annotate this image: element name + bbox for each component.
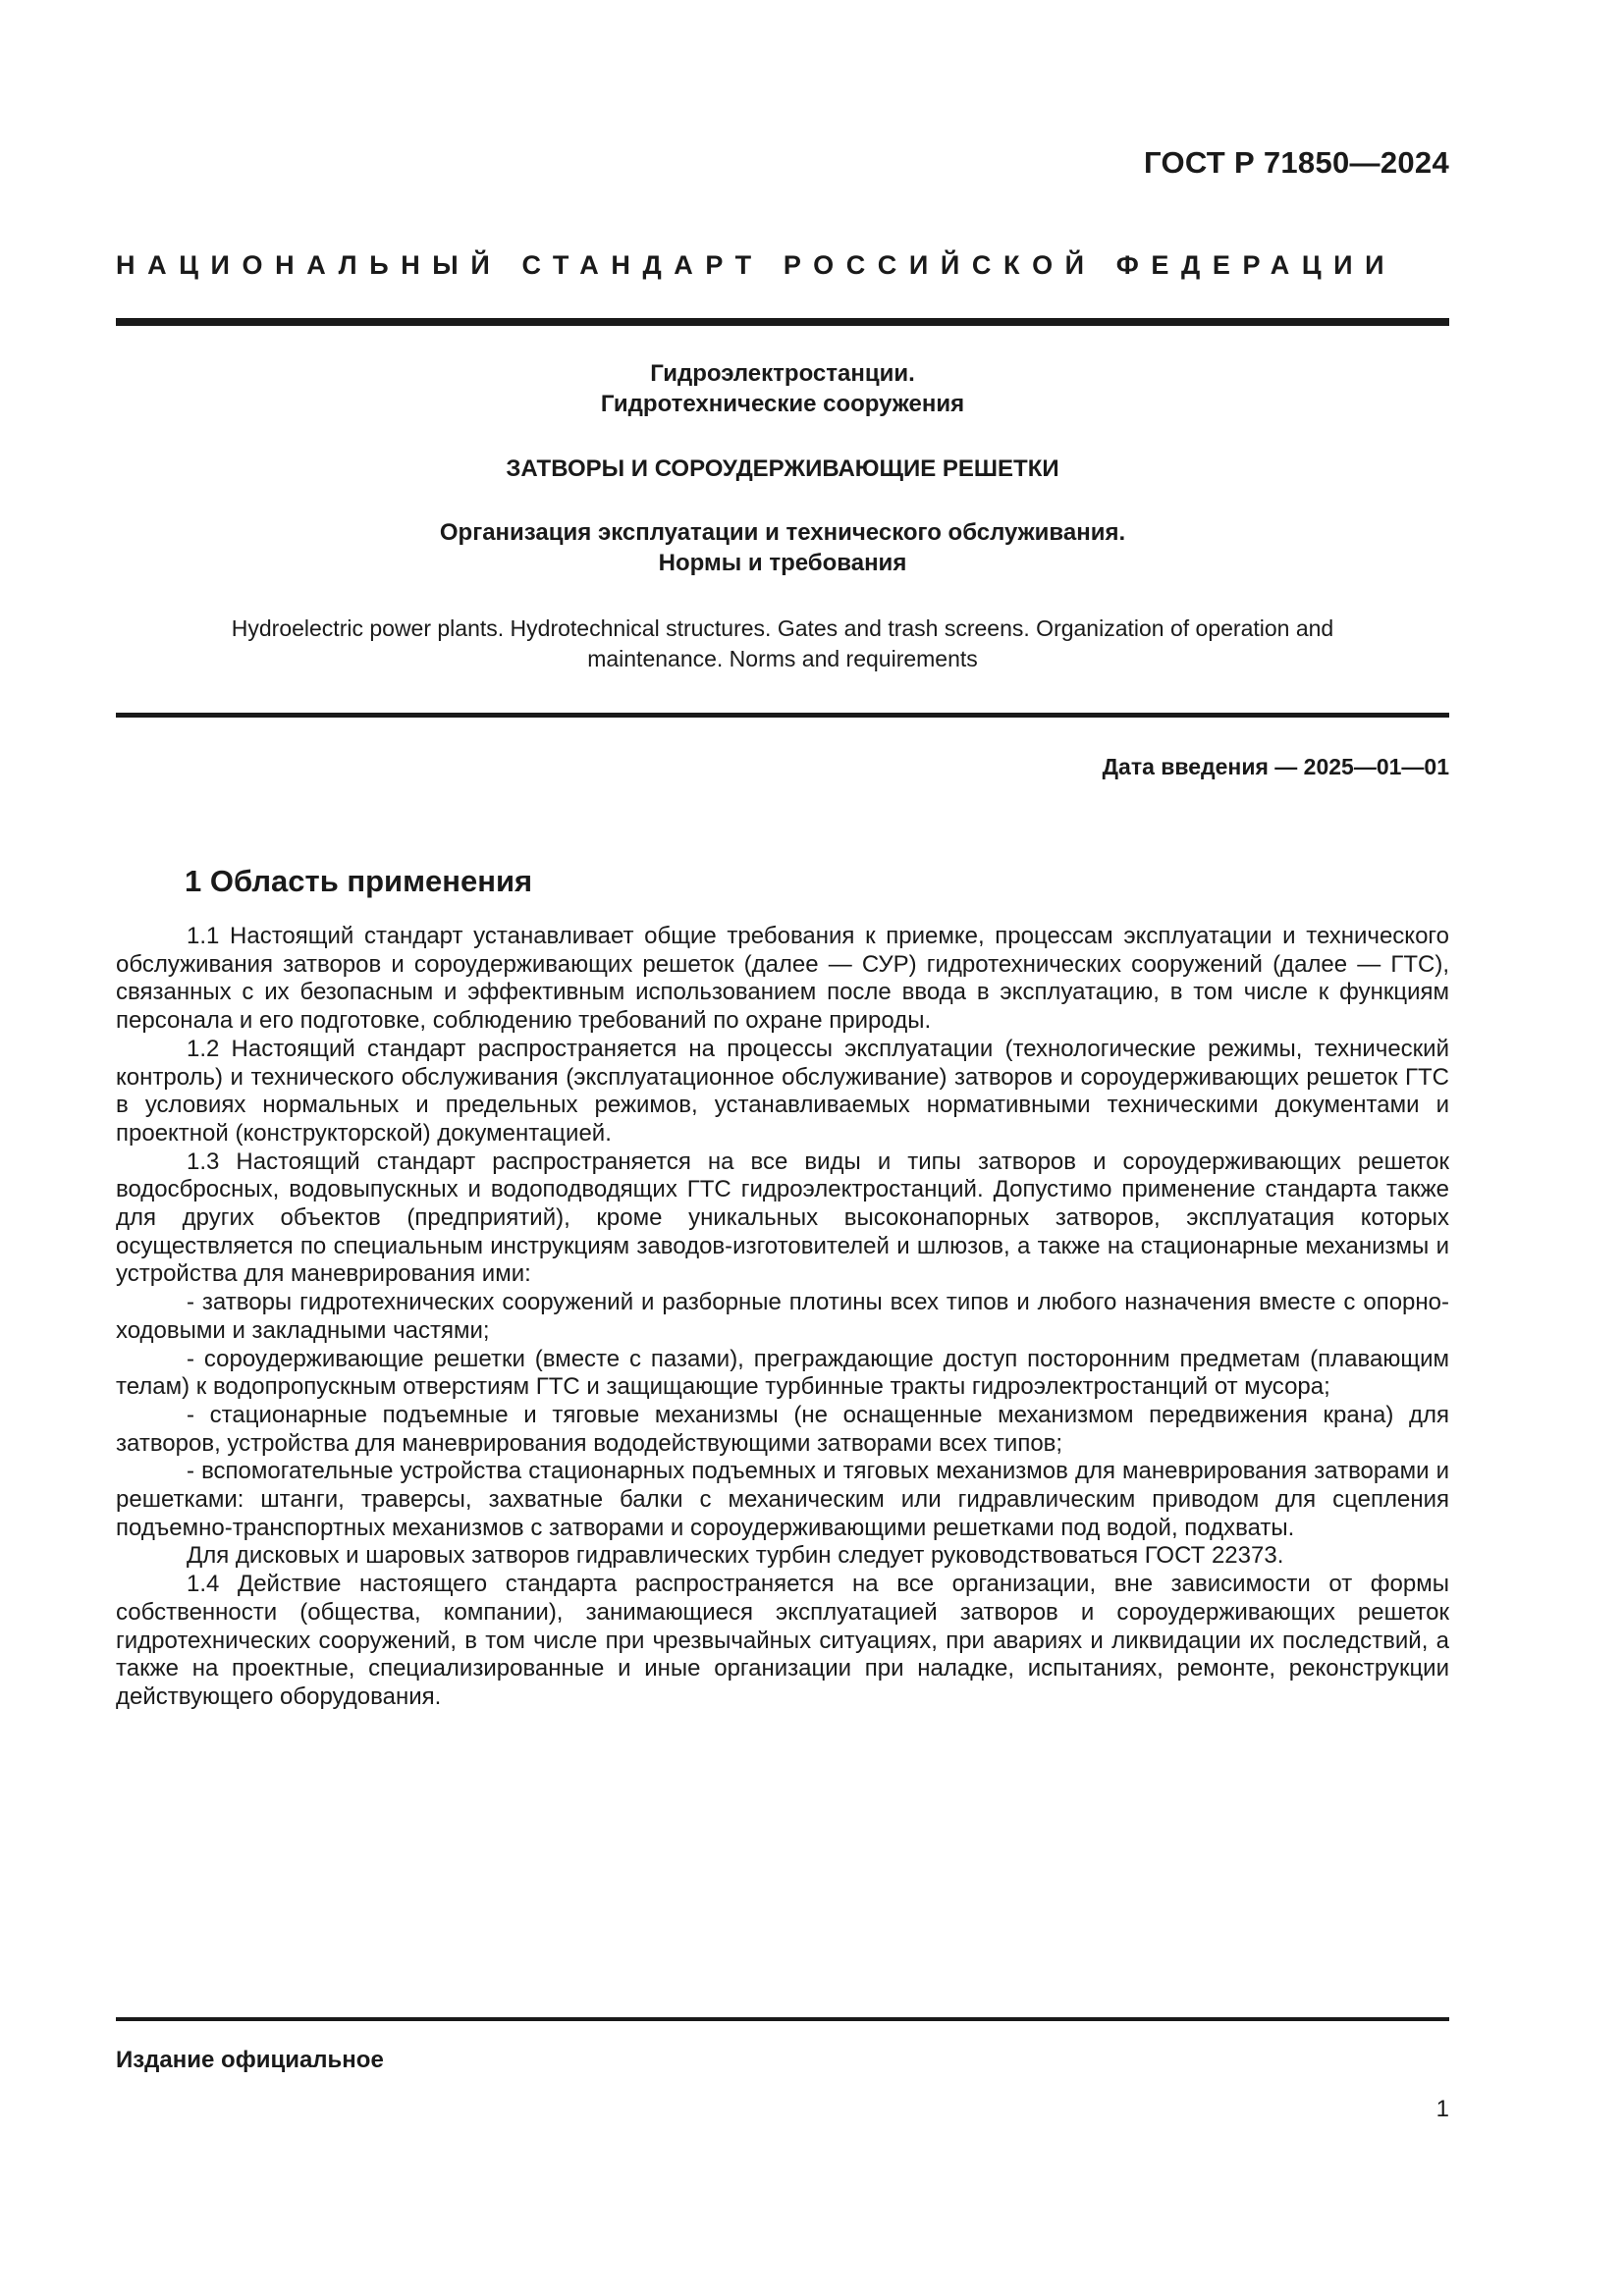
list-item-gates: - затворы гидротехнических сооружений и разборные плотины всех типов и любого назначения вместе с опорно-ходовыми и закладными частями; [116,1289,1449,1344]
subtitle-line-1: Гидроэлектростанции. [650,360,915,387]
section-body [116,923,1449,1712]
edition-label: Издание официальное [116,2047,384,2073]
list-item-auxiliary-devices: - вспомогательные устройства стационарных подъемных и тяговых механизмов для маневрирования затворами и решетками: штанги, траверсы, захватные балки с механическим или гидравлическим приводом для сцепления подъемно-транспортных механизмов с затворами и сороудерживающими решетками под водой, подхваты. [116,1458,1449,1541]
section-heading: 1 Область применения [185,864,533,898]
bottom-divider [116,2017,1449,2021]
document-page [116,0,1449,2296]
page-number: 1 [1435,2096,1449,2122]
main-title: ЗАТВОРЫ И СОРОУДЕРЖИВАЮЩИЕ РЕШЕТКИ [506,455,1059,482]
list-item-trash-screens: - сороудерживающие решетки (вместе с пазами), преграждающие доступ посторонним предметам (плавающим телам) к водопропускным отверстиям ГТС и защищающие турбинные тракты гидроэлектростанций от мусора; [116,1345,1449,1401]
secondary-title-block [116,517,1449,578]
top-divider [116,318,1449,326]
introduction-date: Дата введения — 2025—01—01 [1102,754,1449,779]
paragraph-1-2: 1.2 Настоящий стандарт распространяется на процессы эксплуатации (технологические режимы, технический контроль) и технического обслуживания (эксплуатационное обслуживание) затворов и сороудерживающих решеток ГТС в условиях нормальных и предельных режимов, устанавливаемых нормативными техническими документами и проектной (конструкторской) документацией. [116,1035,1449,1147]
subtitle-line-2: Гидротехнические сооружения [600,391,965,417]
national-standard-title: НАЦИОНАЛЬНЫЙ СТАНДАРТ РОССИЙСКОЙ ФЕДЕРАЦИИ [116,250,1397,280]
secondary-title-line-2: Нормы и требования [658,550,907,576]
middle-divider [116,713,1449,718]
subtitle-block [116,358,1449,419]
paragraph-1-1: 1.1 Настоящий стандарт устанавливает общие требования к приемке, процессам эксплуатации и технического обслуживания затворов и сороудерживающих решеток (далее — СУР) гидротехнических сооружений (далее — ГТС), связанных с их безопасным и эффективным использованием после ввода в эксплуатацию, в том числе к функциям персонала и его подготовке, соблюдению требований по охране природы. [116,923,1449,1035]
paragraph-1-3: 1.3 Настоящий стандарт распространяется на все виды и типы затворов и сороудерживающих решеток водосбросных, водовыпускных и водоподводящих ГТС гидроэлектростанций. Допустимо применение стандарта также для других объектов (предприятий), кроме уникальных высоконапорных затворов, эксплуатация которых осуществляется по специальным инструкциям заводов-изготовителей и шлюзов, а также на стационарные механизмы и устройства для маневрирования ими: [116,1148,1449,1288]
list-item-lifting-mechanisms: - стационарные подъемные и тяговые механизмы (не оснащенные механизмом передвижения крана) для затворов, устройства для маневрирования вододействующими затворами всех типов; [116,1401,1449,1457]
paragraph-disk-gates: Для дисковых и шаровых затворов гидравлических турбин следует руководствоваться ГОСТ 22373. [187,1542,1284,1570]
paragraph-1-4: 1.4 Действие настоящего стандарта распространяется на все организации, вне зависимости от формы собственности (общества, компании), занимающиеся эксплуатацией затворов и сороудерживающих решеток гидротехнических сооружений, в том числе при чрезвычайных ситуациях, при авариях и ликвидации их последствий, а также на проектные, специализированные и иные организации при наладке, испытаниях, ремонте, реконструкции действующего оборудования. [116,1571,1449,1710]
secondary-title-line-1: Организация эксплуатации и технического обслуживания. [439,519,1126,546]
document-number: ГОСТ Р 71850—2024 [1144,145,1449,180]
english-title: Hydroelectric power plants. Hydrotechnical structures. Gates and trash screens. Organization of operation and maintenance. Norms and requirements [231,615,1334,671]
